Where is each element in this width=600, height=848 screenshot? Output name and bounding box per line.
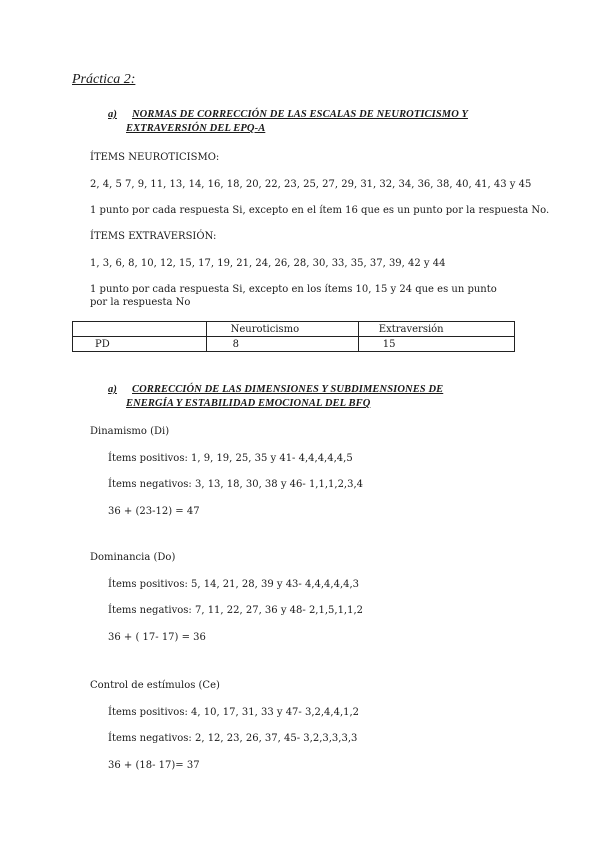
neuroticismo-items: 2, 4, 5 7, 9, 11, 13, 14, 16, 18, 20, 22, 23, 25, 27, 29, 31, 32, 34, 36, 38, 40, 41, 43 y 45 (90, 179, 532, 190)
table-header-cell: Neuroticismo (206, 322, 358, 337)
extraversion-items: 1, 3, 6, 8, 10, 12, 15, 17, 19, 21, 24, 26, 28, 30, 33, 35, 37, 39, 42 y 44 (90, 258, 446, 269)
dinamismo-calc: 36 + (23-12) = 47 (108, 506, 200, 517)
extraversion-label: ÍTEMS EXTRAVERSIÓN: (90, 231, 217, 242)
table-cell: 15 (358, 337, 514, 352)
neuroticismo-rule: 1 punto por cada respuesta Si, excepto en el ítem 16 que es un punto por la respuesta No. (90, 205, 550, 216)
dinamismo-positivos: Ítems positivos: 1, 9, 19, 25, 35 y 41- 4,4,4,4,4,5 (108, 453, 353, 464)
table-header-cell (73, 322, 207, 337)
dominancia-negativos: Ítems negativos: 7, 11, 22, 27, 36 y 48- 2,1,5,1,1,2 (108, 605, 364, 616)
dinamismo-negativos: Ítems negativos: 3, 13, 18, 30, 38 y 46- 1,1,1,2,3,4 (108, 479, 364, 490)
control-negativos: Ítems negativos: 2, 12, 23, 26, 37, 45- 3,2,3,3,3,3 (108, 733, 358, 744)
scores-table (72, 321, 515, 352)
control-positivos: Ítems positivos: 4, 10, 17, 31, 33 y 47- 3,2,4,4,1,2 (108, 707, 360, 718)
neuroticismo-label: ÍTEMS NEUROTICISMO: (90, 152, 220, 163)
control-calc: 36 + (18- 17)= 37 (108, 760, 200, 771)
section-b-label: a) (108, 384, 117, 395)
control-title: Control de estímulos (Ce) (90, 680, 220, 691)
table-row (73, 337, 515, 352)
dominancia-title: Dominancia (Do) (90, 552, 176, 563)
section-a-label: a) (108, 109, 117, 120)
table-header-cell: Extraversión (358, 322, 514, 337)
dinamismo-title: Dinamismo (Di) (90, 426, 170, 437)
dominancia-calc: 36 + ( 17- 17) = 36 (108, 632, 206, 643)
section-a-heading-line2: EXTRAVERSIÓN DEL EPQ-A (126, 123, 266, 134)
extraversion-rule: 1 punto por cada respuesta Si, excepto en los ítems 10, 15 y 24 que es un punto por la respuesta No (90, 284, 497, 308)
section-b-heading-line2: ENERGÍA Y ESTABILIDAD EMOCIONAL DEL BFQ (126, 398, 371, 409)
table-cell: 8 (206, 337, 358, 352)
table-header-row (73, 322, 515, 337)
section-b-heading-line1: CORRECCIÓN DE LAS DIMENSIONES Y SUBDIMENSIONES DE (132, 384, 444, 395)
page-title: Práctica 2: (72, 72, 136, 87)
section-a-heading-line1: NORMAS DE CORRECCIÓN DE LAS ESCALAS DE NEUROTICISMO Y (132, 109, 468, 120)
table-cell: PD (73, 337, 207, 352)
dominancia-positivos: Ítems positivos: 5, 14, 21, 28, 39 y 43- 4,4,4,4,4,3 (108, 579, 360, 590)
